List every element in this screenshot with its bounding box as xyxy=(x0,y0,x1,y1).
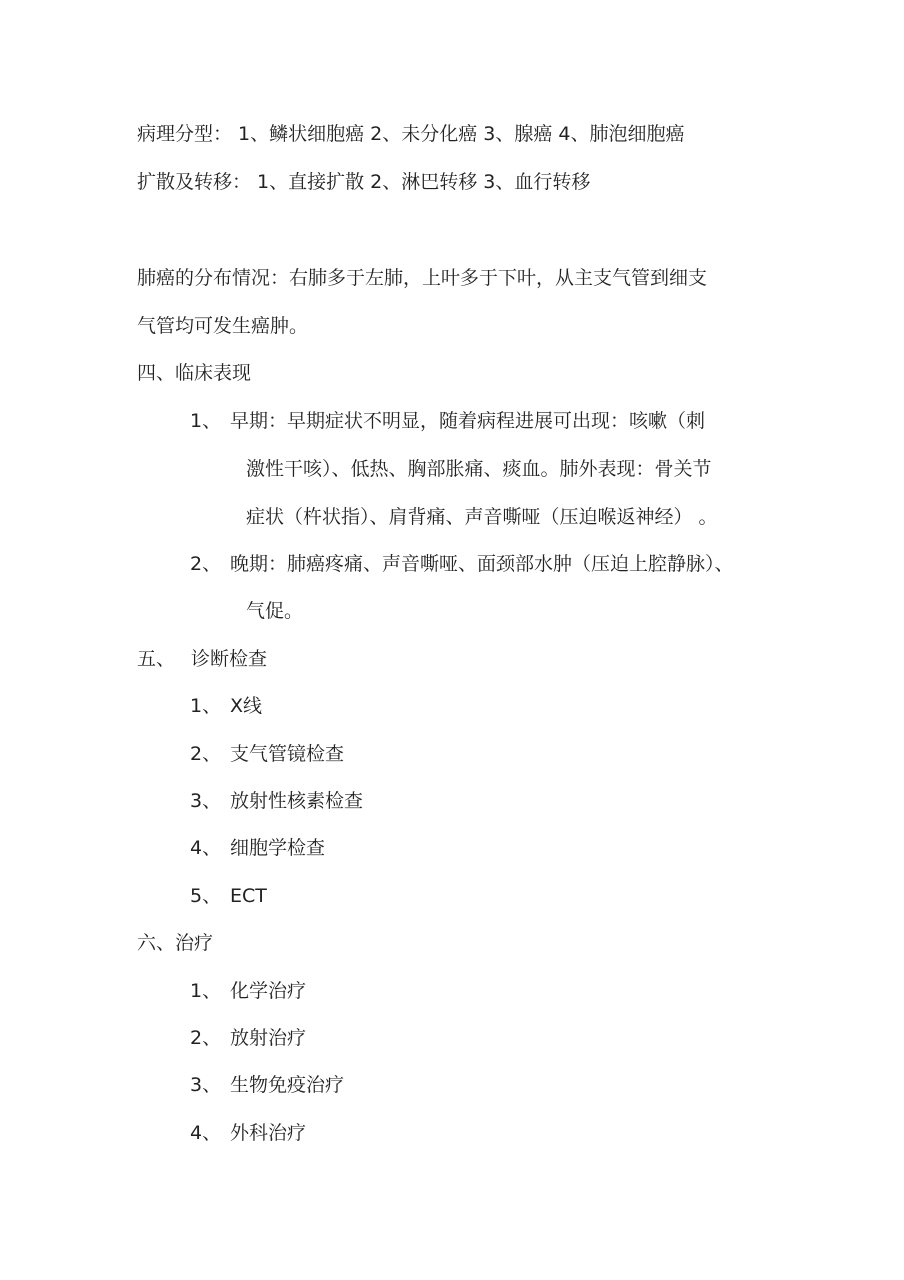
section4-item-1-line-1 xyxy=(190,409,705,433)
section5-heading-number: 五、 xyxy=(137,648,176,670)
list-item xyxy=(190,836,325,860)
section4-item-1-line-3: 症状（杵状指）、肩背痛、声音嘶哑（压迫喉返神经） 。 xyxy=(246,506,718,528)
list-item xyxy=(190,1026,306,1050)
item-text: 晚期：肺癌疼痛、声音嘶哑、面颈部水肿（压迫上腔静脉）、 xyxy=(230,553,734,575)
section4-heading: 四、临床表现 xyxy=(137,362,252,384)
item-text: 放射性核素检查 xyxy=(230,790,364,812)
item-text: X线 xyxy=(230,695,263,717)
item-text: ECT xyxy=(230,885,267,907)
item-number: 1、 xyxy=(190,980,222,1002)
list-item xyxy=(190,742,344,766)
distribution-line-1: 肺癌的分布情况：右肺多于左肺，上叶多于下叶，从主支气管到细支 xyxy=(137,267,708,289)
item-text: 生物免疫治疗 xyxy=(230,1074,345,1096)
item-number: 2、 xyxy=(190,743,222,765)
item-text: 放射治疗 xyxy=(230,1027,307,1049)
item-text: 外科治疗 xyxy=(230,1122,307,1144)
pathology-line: 病理分型： 1、鳞状细胞癌 2、未分化癌 3、腺癌 4、肺泡细胞癌 xyxy=(137,123,685,145)
list-item xyxy=(190,1073,344,1097)
list-item xyxy=(190,884,267,908)
item-number: 3、 xyxy=(190,790,222,812)
section5-heading-text: 诊断检查 xyxy=(191,648,268,670)
item-number: 2、 xyxy=(190,1027,222,1049)
distribution-line-2: 气管均可发生癌肿。 xyxy=(137,315,309,337)
item-number: 1、 xyxy=(190,695,222,717)
item-number: 3、 xyxy=(190,1074,222,1096)
item-number: 4、 xyxy=(190,1122,222,1144)
list-item xyxy=(190,789,363,813)
section4-item-2-line-1 xyxy=(190,552,734,576)
item-number: 5、 xyxy=(190,885,222,907)
list-item xyxy=(190,979,306,1003)
item-number: 1、 xyxy=(190,410,222,432)
item-text: 支气管镜检查 xyxy=(230,743,345,765)
section6-heading: 六、治疗 xyxy=(137,932,214,954)
item-number: 4、 xyxy=(190,837,222,859)
item-text: 细胞学检查 xyxy=(230,837,326,859)
item-text: 化学治疗 xyxy=(230,980,307,1002)
item-text: 早期：早期症状不明显，随着病程进展可出现：咳嗽（刺 xyxy=(230,410,706,432)
list-item xyxy=(190,694,262,718)
item-number: 2、 xyxy=(190,553,222,575)
list-item xyxy=(190,1121,306,1145)
section5-heading xyxy=(137,647,267,671)
section4-item-1-line-2: 激性干咳）、低热、胸部胀痛、痰血。肺外表现：骨关节 xyxy=(246,458,712,480)
spread-line: 扩散及转移： 1、直接扩散 2、淋巴转移 3、血行转移 xyxy=(137,171,591,193)
section4-item-2-line-2: 气促。 xyxy=(246,600,304,622)
